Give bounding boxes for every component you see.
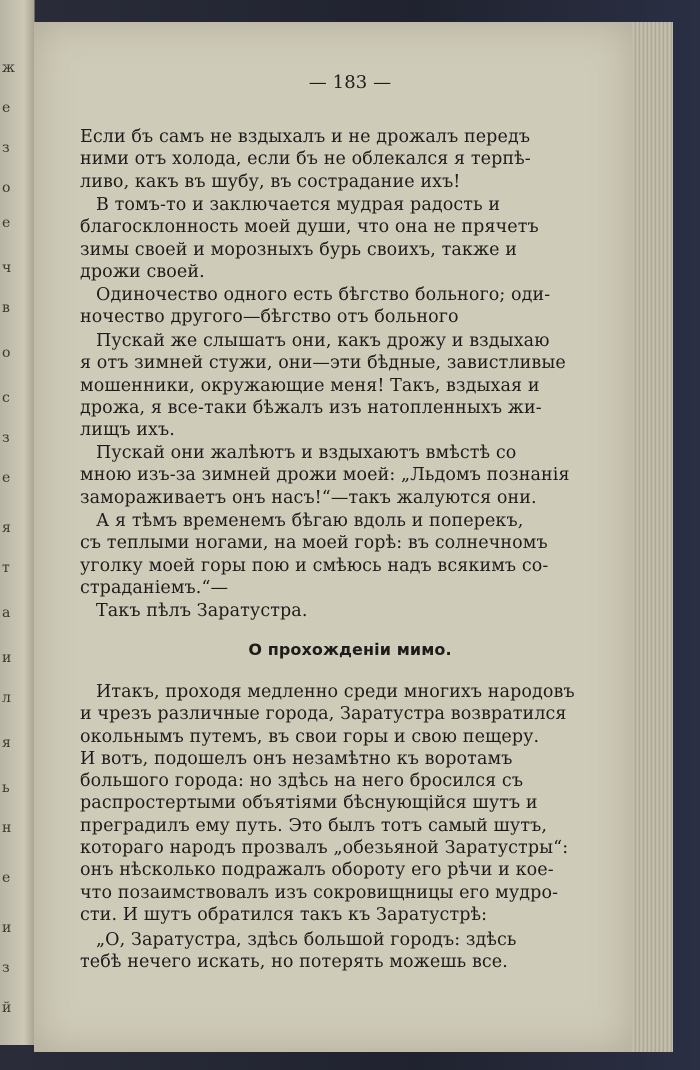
- text-line: мною изъ-за зимней дрожи моей: „Льдомъ познанія: [80, 465, 570, 486]
- text-line: благосклонность моей души, что она не прячетъ: [80, 217, 539, 238]
- text-line: Если бъ самъ не вздыхалъ и не дрожалъ передъ: [80, 127, 531, 147]
- book-page: [34, 22, 632, 1052]
- paragraph-8: [80, 681, 620, 926]
- left-page-fragment: е: [2, 870, 11, 886]
- left-page-fragment: з: [2, 430, 10, 446]
- text-line: И вотъ, подошелъ онъ незамѣтно къ воротамъ: [80, 748, 513, 769]
- left-page-fragment: з: [2, 960, 10, 976]
- text-line: преградилъ ему путь. Это былъ тотъ самый шутъ,: [80, 815, 547, 836]
- text-line: „О, Заратустра, здѣсь большой городъ: здѣсь: [96, 930, 517, 950]
- text-line: ночество другого—бѣгство отъ больного: [80, 307, 459, 328]
- paragraph-9: [80, 929, 620, 974]
- text-line: страданіемъ.“—: [80, 577, 229, 598]
- text-line: большого города: но здѣсь на него бросился съ: [80, 771, 524, 792]
- page-number: — 183 —: [308, 72, 392, 93]
- text-line: Пускай они жалѣютъ и вздыхаютъ вмѣстѣ со: [96, 443, 517, 463]
- text-line: В томъ-то и заключается мудрая радость и: [96, 195, 501, 215]
- left-page-fragment: ч: [2, 260, 12, 276]
- text-line: тебѣ нечего искать, но потерять можешь все.: [80, 952, 508, 973]
- paragraph-3: [80, 284, 620, 329]
- text-line: сти. И шутъ обратился такъ къ Заратустрѣ:: [80, 904, 488, 925]
- left-page-fragment: т: [2, 560, 10, 576]
- left-page-fragment: е: [2, 215, 11, 231]
- text-line: дрожа, я все-таки бѣжалъ изъ натопленныхъ жи-: [80, 397, 542, 418]
- text-line: А я тѣмъ временемъ бѣгаю вдоль и поперекъ,: [96, 511, 524, 531]
- left-page-fragment: ж: [2, 60, 15, 76]
- paragraph-4: [80, 330, 620, 441]
- left-page-edge: [0, 0, 35, 1045]
- left-page-fragment: я: [2, 520, 11, 536]
- left-page-fragment: и: [2, 920, 12, 936]
- left-page-fragment: в: [2, 300, 10, 316]
- text-line: мошенники, окружающие меня! Такъ, вздыхая и: [80, 375, 540, 396]
- paragraph-1: [80, 126, 620, 193]
- text-line: что позаимствовалъ изъ сокровищницы его мудро-: [80, 882, 559, 903]
- left-page-fragment: о: [2, 345, 11, 361]
- paragraph-5: [80, 442, 620, 509]
- text-line: Итакъ, проходя медленно среди многихъ народовъ: [96, 682, 575, 702]
- left-page-fragment: ь: [2, 780, 10, 796]
- text-line: съ теплыми ногами, на моей горѣ: въ солнечномъ: [80, 533, 548, 554]
- text-line: Пускай же слышатъ они, какъ дрожу и вздыхаю: [96, 331, 550, 351]
- left-page-fragment: л: [2, 690, 11, 706]
- text-line: лищъ ихъ.: [80, 420, 175, 441]
- left-page-fragment: и: [2, 650, 12, 666]
- text-line: зимы своей и морозныхъ бурь своихъ, также и: [80, 239, 518, 260]
- text-line: Такъ пѣлъ Заратустра.: [96, 601, 308, 621]
- page-stack-edge: [626, 22, 673, 1052]
- text-line: замораживаетъ онъ насъ!“—такъ жалуются они.: [80, 487, 537, 508]
- text-line: котораго народъ прозвалъ „обезьяной Заратустры“:: [80, 838, 569, 859]
- text-line: ливо, какъ въ шубу, въ сострадание ихъ!: [80, 171, 461, 192]
- left-page-fragment: з: [2, 140, 10, 156]
- left-page-fragment: я: [2, 735, 11, 751]
- text-line: Одиночество одного есть бѣгство больного; оди-: [96, 285, 551, 305]
- left-page-fragment: н: [2, 820, 12, 836]
- left-page-fragment: о: [2, 180, 11, 196]
- text-line: уголку моей горы пою и смѣюсь надъ всякимъ со-: [80, 555, 549, 576]
- text-line: распростертыми объятіями бѣснующійся шутъ и: [80, 793, 538, 814]
- paragraph-2: [80, 194, 620, 283]
- paragraph-6: [80, 510, 620, 599]
- left-page-fragment: с: [2, 390, 10, 406]
- left-page-fragment: а: [2, 605, 11, 621]
- left-page-fragment: й: [2, 1000, 12, 1016]
- chapter-heading: О прохожденіи мимо.: [248, 640, 452, 659]
- text-line: дрожи своей.: [80, 261, 205, 282]
- text-line: онъ нѣсколько подражалъ обороту его рѣчи и кое-: [80, 860, 554, 881]
- text-line: и чрезъ различные города, Заратустра возвратился: [80, 704, 567, 725]
- paragraph-7: [80, 600, 620, 622]
- text-line: я отъ зимней стужи, они—эти бѣдные, завистливые: [80, 353, 566, 374]
- text-line: ними отъ холода, если бъ не облекался я терпѣ-: [80, 149, 531, 170]
- left-page-fragment: е: [2, 470, 11, 486]
- text-line: окольнымъ путемъ, въ свои горы и свою пещеру.: [80, 726, 540, 747]
- left-page-fragment: е: [2, 100, 11, 116]
